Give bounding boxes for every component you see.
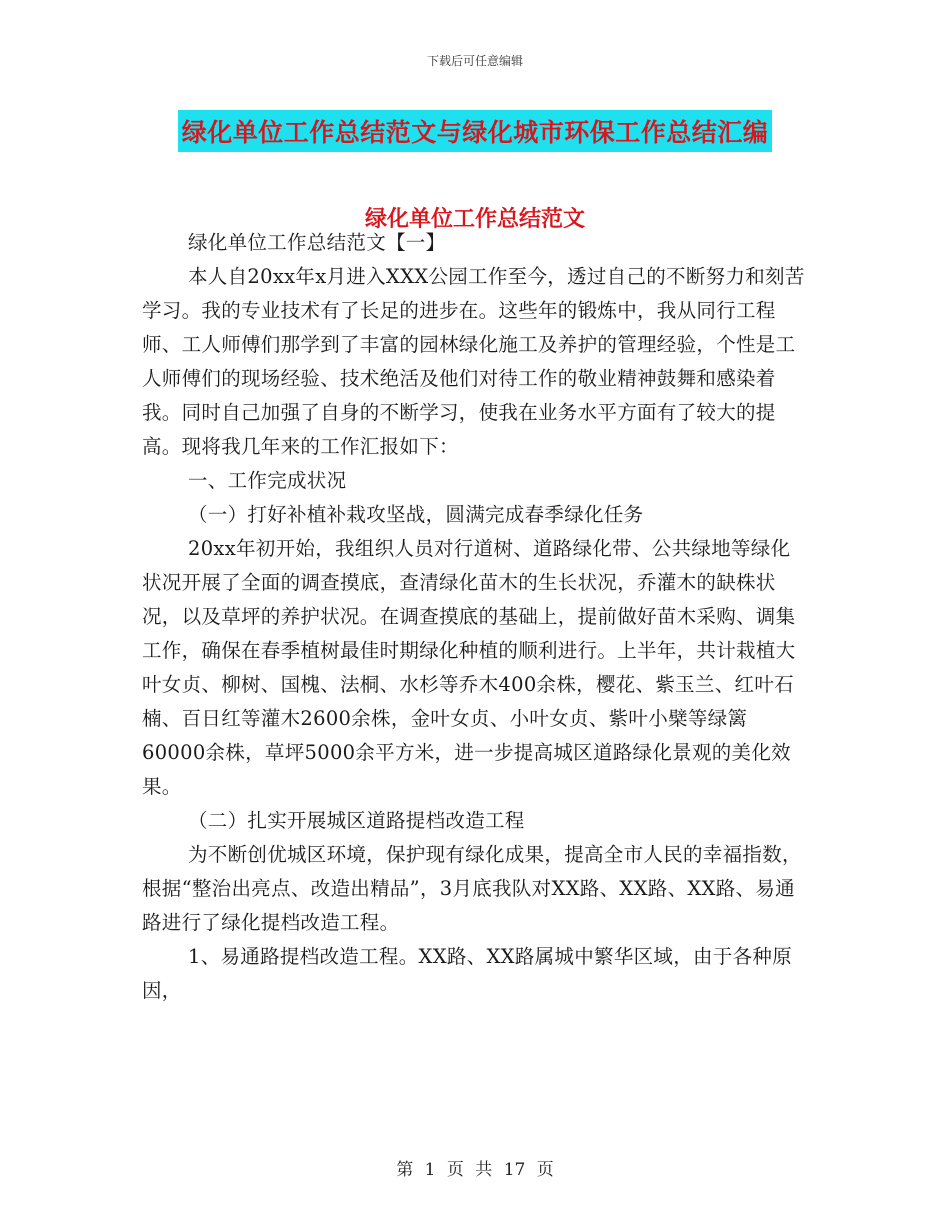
header-note: 下载后可任意编辑 [426, 54, 523, 68]
paragraph: 为不断创优城区环境，保护现有绿化成果，提高全市人民的幸福指数，根据“整治出亮点、改造出精品”，3月底我队对XX路、XX路、XX路、易通路进行了绿化提档改造工程。 [142, 843, 802, 934]
paragraph: 20xx年初开始，我组织人员对行道树、道路绿化带、公共绿地等绿化状况开展了全面的调查摸底，查清绿化苗木的生长状况，乔灌木的缺株状况，以及草坪的养护状况。在调查摸底的基础上，提前做好苗木采购、调集工作，确保在春季植树最佳时期绿化种植的顺利进行。上半年，共计栽植大叶女贞、柳树、国槐、法桐、水杉等乔木400余株，樱花、紫玉兰、红叶石楠、百日红等灌木2600余株，金叶女贞、小叶女贞、紫叶小檗等绿篱60000余株，草坪5000余平方米，进一步提高城区道路绿化景观的美化效果。 [142, 537, 796, 798]
paragraph-heading: 一、工作完成状况 [188, 469, 347, 492]
main-title-container [0, 110, 950, 152]
page-footer: 第 1 页 共 17 页 [396, 1160, 554, 1180]
paragraph-heading: （二）扎实开展城区道路提档改造工程 [188, 809, 525, 832]
main-title: 绿化单位工作总结范文与绿化城市环保工作总结汇编 [178, 110, 773, 152]
paragraph-heading: （一）打好补植补栽攻坚战，圆满完成春季绿化任务 [188, 503, 644, 526]
section-title: 绿化单位工作总结范文 [364, 207, 585, 232]
paragraph: 1、易通路提档改造工程。XX路、XX路属城中繁华区域，由于各种原因， [142, 945, 793, 1002]
document-body [142, 226, 808, 1008]
paragraph-heading: 绿化单位工作总结范文【一】 [188, 231, 446, 254]
paragraph: 本人自20xx年x月进入XXX公园工作至今，透过自己的不断努力和刻苦学习。我的专业技术有了长足的进步在。这些年的锻炼中，我从同行工程师、工人师傅们那学到了丰富的园林绿化施工及养护的管理经验，个性是工人师傅们的现场经验、技术绝活及他们对待工作的敬业精神鼓舞和感染着我。同时自己加强了自身的不断学习，使我在业务水平方面有了较大的提高。现将我几年来的工作汇报如下： [142, 265, 805, 458]
